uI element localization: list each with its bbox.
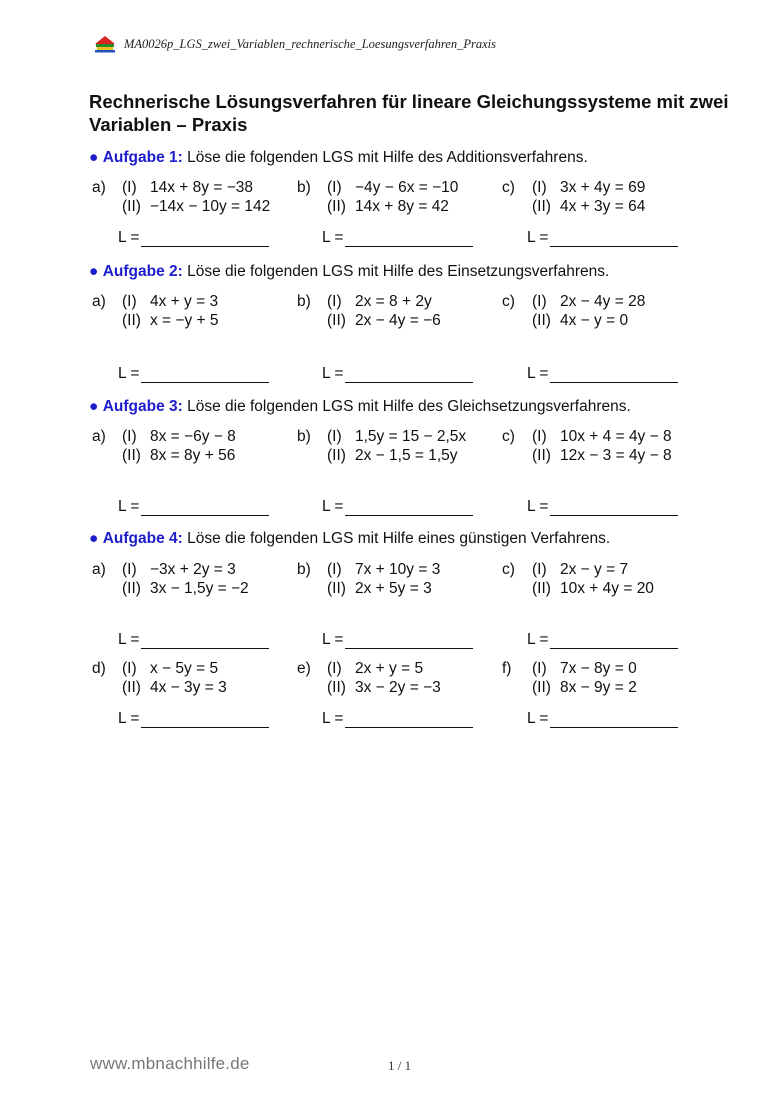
solution-label: L = bbox=[322, 498, 344, 515]
bullet-icon: ● bbox=[89, 263, 99, 280]
exercise-3b bbox=[297, 427, 466, 465]
solution-label: L = bbox=[322, 229, 344, 246]
task-label: Aufgabe 3: bbox=[102, 398, 183, 415]
task-heading-3 bbox=[89, 397, 631, 417]
solution-label: L = bbox=[527, 229, 549, 246]
solution-label: L = bbox=[322, 631, 344, 648]
equation-label: (I) bbox=[122, 293, 137, 310]
equation: 8x = −6y − 8 bbox=[150, 428, 236, 445]
task-instruction: Löse die folgenden LGS mit Hilfe des Einsetzungsverfahrens. bbox=[187, 263, 610, 280]
bullet-icon: ● bbox=[89, 149, 99, 166]
answer-line[interactable] bbox=[550, 713, 678, 728]
exercise-4f bbox=[502, 659, 637, 697]
task-instruction: Löse die folgenden LGS mit Hilfe eines günstigen Verfahrens. bbox=[187, 530, 611, 547]
exercise-4d bbox=[92, 659, 227, 697]
exercise-1b bbox=[297, 178, 458, 216]
equation-label: (II) bbox=[122, 198, 141, 215]
equation: −4y − 6x = −10 bbox=[355, 179, 459, 196]
equation-label: (I) bbox=[327, 428, 342, 445]
answer-line[interactable] bbox=[345, 501, 473, 516]
exercise-letter: d) bbox=[92, 660, 106, 677]
bullet-icon: ● bbox=[89, 398, 99, 415]
exercise-4e bbox=[297, 659, 441, 697]
equation: 10x + 4y = 20 bbox=[560, 580, 654, 597]
solution-field-2a[interactable] bbox=[118, 365, 269, 383]
task-instruction: Löse die folgenden LGS mit Hilfe des Gleichsetzungsverfahrens. bbox=[187, 398, 631, 415]
equation-label: (II) bbox=[532, 312, 551, 329]
equation-label: (II) bbox=[122, 679, 141, 696]
equation: 3x − 2y = −3 bbox=[355, 679, 441, 696]
document-header bbox=[94, 34, 496, 54]
equation-label: (I) bbox=[532, 561, 547, 578]
equation-label: (I) bbox=[532, 293, 547, 310]
solution-label: L = bbox=[118, 229, 140, 246]
exercise-4c bbox=[502, 560, 654, 598]
equation: −14x − 10y = 142 bbox=[150, 198, 271, 215]
equation: 4x + y = 3 bbox=[150, 293, 219, 310]
equation: 2x + 5y = 3 bbox=[355, 580, 432, 597]
equation: 4x − 3y = 3 bbox=[150, 679, 227, 696]
page-title: Rechnerische Lösungsverfahren für lineare Gleichungssysteme mit zwei Variablen – Praxis bbox=[89, 91, 729, 135]
equation-label: (I) bbox=[532, 179, 547, 196]
equation: 14x + 8y = 42 bbox=[355, 198, 449, 215]
solution-field-1c[interactable] bbox=[527, 229, 678, 247]
answer-line[interactable] bbox=[550, 634, 678, 649]
solution-field-3c[interactable] bbox=[527, 498, 678, 516]
solution-field-4c[interactable] bbox=[527, 631, 678, 649]
exercise-letter: f) bbox=[502, 660, 512, 677]
equation-label: (I) bbox=[122, 561, 137, 578]
exercise-letter: b) bbox=[297, 428, 311, 445]
equation-label: (I) bbox=[327, 561, 342, 578]
exercise-letter: c) bbox=[502, 293, 515, 310]
equation-label: (I) bbox=[327, 660, 342, 677]
solution-label: L = bbox=[527, 710, 549, 727]
equation-label: (II) bbox=[327, 198, 346, 215]
equation-label: (I) bbox=[122, 428, 137, 445]
solution-label: L = bbox=[527, 631, 549, 648]
solution-label: L = bbox=[118, 498, 140, 515]
equation-label: (II) bbox=[532, 447, 551, 464]
exercise-2a bbox=[92, 292, 219, 330]
bullet-icon: ● bbox=[89, 530, 99, 547]
footer-website: www.mbnachhilfe.de bbox=[90, 1054, 250, 1073]
equation-label: (II) bbox=[122, 447, 141, 464]
solution-field-4d[interactable] bbox=[118, 710, 269, 728]
equation-label: (I) bbox=[327, 179, 342, 196]
equation: 4x − y = 0 bbox=[560, 312, 629, 329]
equation-label: (II) bbox=[532, 580, 551, 597]
stacked-books-logo-icon bbox=[94, 35, 116, 53]
equation-label: (II) bbox=[327, 312, 346, 329]
solution-field-3b[interactable] bbox=[322, 498, 473, 516]
exercise-letter: e) bbox=[297, 660, 311, 677]
equation: 3x − 1,5y = −2 bbox=[150, 580, 249, 597]
equation: 14x + 8y = −38 bbox=[150, 179, 253, 196]
exercise-1c bbox=[502, 178, 645, 216]
exercise-2c bbox=[502, 292, 645, 330]
equation: 4x + 3y = 64 bbox=[560, 198, 646, 215]
answer-line[interactable] bbox=[550, 232, 678, 247]
answer-line[interactable] bbox=[141, 634, 269, 649]
exercise-letter: a) bbox=[92, 179, 106, 196]
equation: 2x − y = 7 bbox=[560, 561, 629, 578]
task-heading-4 bbox=[89, 529, 610, 549]
equation-label: (I) bbox=[327, 293, 342, 310]
solution-label: L = bbox=[118, 365, 140, 382]
answer-line[interactable] bbox=[345, 634, 473, 649]
equation-label: (II) bbox=[532, 679, 551, 696]
solution-label: L = bbox=[118, 710, 140, 727]
equation: 2x − 1,5 = 1,5y bbox=[355, 447, 458, 464]
exercise-letter: c) bbox=[502, 428, 515, 445]
solution-label: L = bbox=[118, 631, 140, 648]
equation: 7x + 10y = 3 bbox=[355, 561, 441, 578]
equation: 10x + 4 = 4y − 8 bbox=[560, 428, 672, 445]
task-label: Aufgabe 1: bbox=[102, 149, 183, 166]
exercise-letter: b) bbox=[297, 179, 311, 196]
exercise-letter: a) bbox=[92, 293, 106, 310]
solution-label: L = bbox=[322, 710, 344, 727]
equation: 1,5y = 15 − 2,5x bbox=[355, 428, 467, 445]
answer-line[interactable] bbox=[345, 368, 473, 383]
exercise-letter: b) bbox=[297, 293, 311, 310]
equation-label: (I) bbox=[122, 660, 137, 677]
solution-label: L = bbox=[322, 365, 344, 382]
task-instruction: Löse die folgenden LGS mit Hilfe des Additionsverfahrens. bbox=[187, 149, 588, 166]
task-heading-2 bbox=[89, 262, 609, 282]
equation: 2x = 8 + 2y bbox=[355, 293, 432, 310]
answer-line[interactable] bbox=[345, 713, 473, 728]
equation-label: (I) bbox=[532, 660, 547, 677]
exercise-letter: a) bbox=[92, 428, 106, 445]
equation: x = −y + 5 bbox=[150, 312, 219, 329]
solution-field-4a[interactable] bbox=[118, 631, 269, 649]
solution-label: L = bbox=[527, 498, 549, 515]
equation-label: (II) bbox=[327, 447, 346, 464]
equation: 8x = 8y + 56 bbox=[150, 447, 236, 464]
solution-field-2c[interactable] bbox=[527, 365, 678, 383]
equation-label: (I) bbox=[532, 428, 547, 445]
exercise-2b bbox=[297, 292, 441, 330]
solution-field-4e[interactable] bbox=[322, 710, 473, 728]
exercise-4b bbox=[297, 560, 440, 598]
exercise-1a bbox=[92, 178, 270, 216]
equation-label: (II) bbox=[122, 312, 141, 329]
answer-line[interactable] bbox=[550, 368, 678, 383]
answer-line[interactable] bbox=[141, 232, 269, 247]
solution-field-4f[interactable] bbox=[527, 710, 678, 728]
equation: 2x − 4y = −6 bbox=[355, 312, 441, 329]
exercise-letter: a) bbox=[92, 561, 106, 578]
equation: 12x − 3 = 4y − 8 bbox=[560, 447, 672, 464]
equation: 8x − 9y = 2 bbox=[560, 679, 637, 696]
exercise-letter: b) bbox=[297, 561, 311, 578]
equation: 7x − 8y = 0 bbox=[560, 660, 637, 677]
answer-line[interactable] bbox=[550, 501, 678, 516]
equation: x − 5y = 5 bbox=[150, 660, 219, 677]
equation: 2x − 4y = 28 bbox=[560, 293, 646, 310]
equation-label: (II) bbox=[327, 679, 346, 696]
solution-field-1b[interactable] bbox=[322, 229, 473, 247]
answer-line[interactable] bbox=[141, 501, 269, 516]
document-filename: MA0026p_LGS_zwei_Variablen_rechnerische_Loesungsverfahren_Praxis bbox=[124, 36, 496, 51]
solution-field-2b[interactable] bbox=[322, 365, 473, 383]
equation-label: (I) bbox=[122, 179, 137, 196]
answer-line[interactable] bbox=[141, 368, 269, 383]
solution-field-1a[interactable] bbox=[118, 229, 269, 247]
exercise-letter: c) bbox=[502, 561, 515, 578]
exercise-3a bbox=[92, 427, 236, 465]
answer-line[interactable] bbox=[141, 713, 269, 728]
solution-label: L = bbox=[527, 365, 549, 382]
equation-label: (II) bbox=[532, 198, 551, 215]
page-number: 1 / 1 bbox=[388, 1058, 412, 1073]
equation-label: (II) bbox=[327, 580, 346, 597]
equation-label: (II) bbox=[122, 580, 141, 597]
answer-line[interactable] bbox=[345, 232, 473, 247]
exercise-3c bbox=[502, 427, 672, 465]
task-heading-1 bbox=[89, 148, 588, 168]
equation: −3x + 2y = 3 bbox=[150, 561, 236, 578]
solution-field-4b[interactable] bbox=[322, 631, 473, 649]
solution-field-3a[interactable] bbox=[118, 498, 269, 516]
task-label: Aufgabe 4: bbox=[102, 530, 183, 547]
task-label: Aufgabe 2: bbox=[102, 263, 183, 280]
equation: 2x + y = 5 bbox=[355, 660, 424, 677]
equation: 3x + 4y = 69 bbox=[560, 179, 646, 196]
exercise-letter: c) bbox=[502, 179, 515, 196]
exercise-4a bbox=[92, 560, 249, 598]
